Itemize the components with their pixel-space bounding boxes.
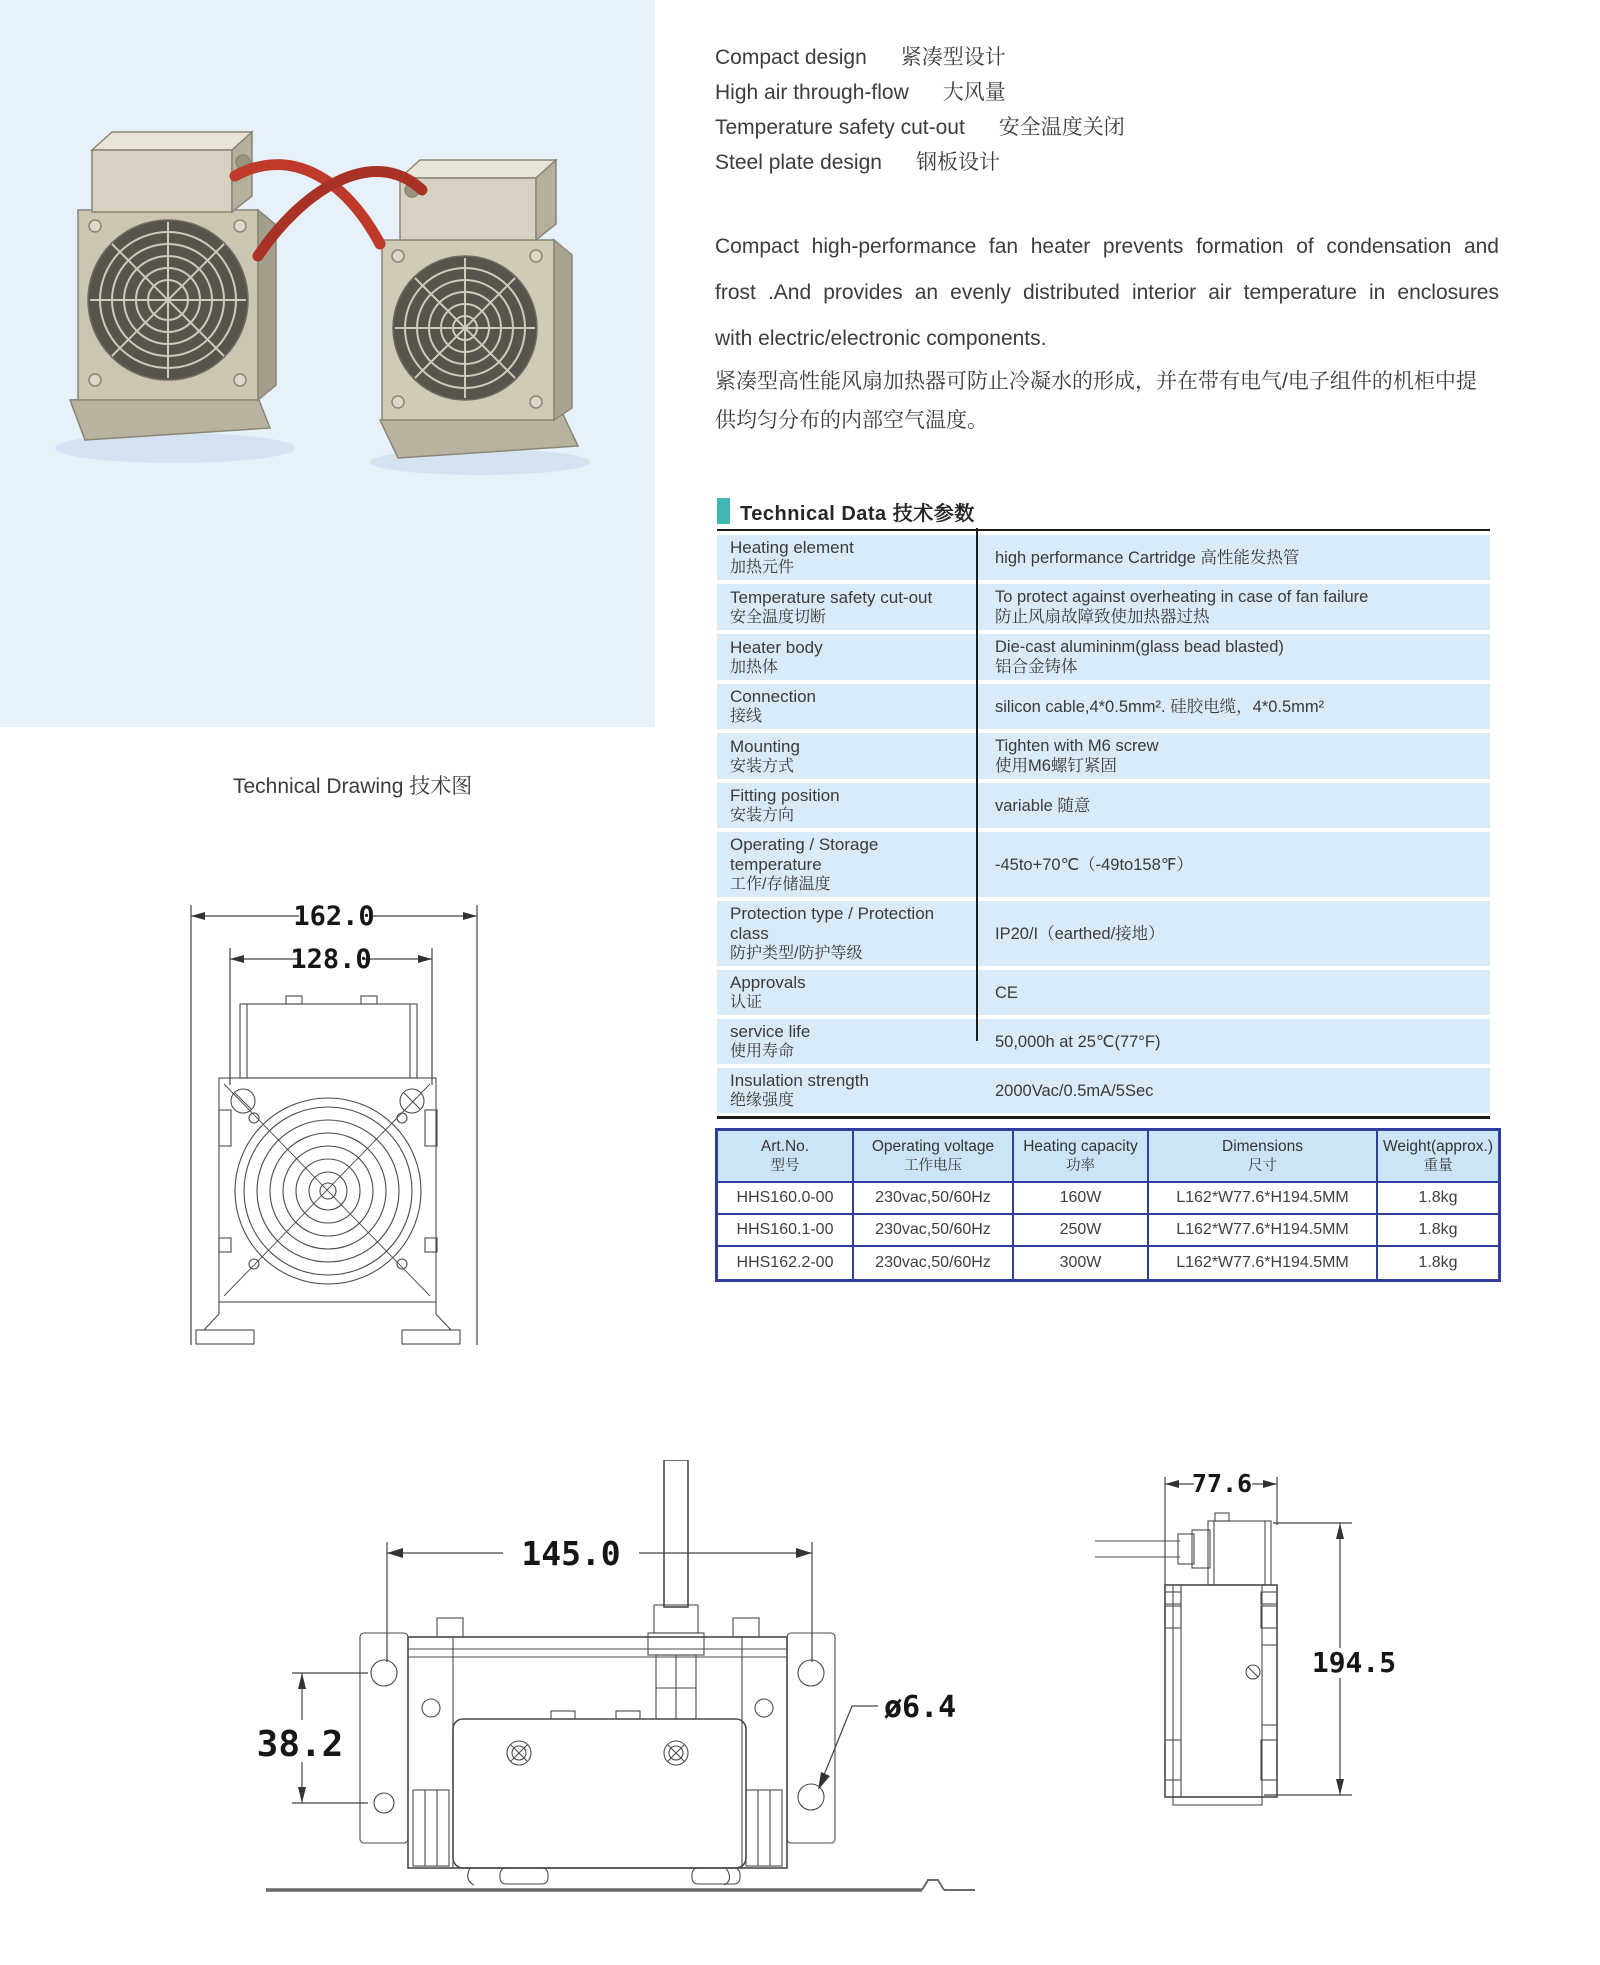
feature-zh: 紧凑型设计 xyxy=(900,46,1006,69)
spec-label-en: Fitting position xyxy=(730,786,840,805)
spec-label-en: Approvals xyxy=(730,973,806,992)
header-zh: 尺寸 xyxy=(1248,1157,1277,1174)
feature-en: High air through-flow xyxy=(715,81,909,104)
front-view-drawing xyxy=(150,885,510,1360)
table-cell: HHS160.0-00 xyxy=(718,1183,854,1215)
table-cell: 250W xyxy=(1014,1215,1149,1247)
table-row xyxy=(717,535,1490,580)
technical-data-header xyxy=(717,496,1490,526)
spec-label-en: Insulation strength xyxy=(730,1071,869,1090)
fan-grill-right xyxy=(395,258,535,398)
technical-drawing-label: Technical Drawing 技术图 xyxy=(233,775,473,798)
table-cell: 1.8kg xyxy=(1378,1215,1498,1247)
spec-label-zh: 认证 xyxy=(730,994,763,1011)
description-line: frost .And provides an evenly distributed interior air temperature in enclosures xyxy=(715,281,1499,304)
header-zh: 型号 xyxy=(770,1157,800,1174)
spec-value: 使用M6螺钉紧固 xyxy=(995,757,1117,775)
heater-body-rear xyxy=(408,1618,787,1868)
spec-label-en: Temperature safety cut-out xyxy=(730,587,933,607)
fan-heater-unit-left xyxy=(70,132,276,440)
table-cell: 230vac,50/60Hz xyxy=(854,1215,1014,1247)
spec-value: silicon cable,4*0.5mm². 硅胶电缆，4*0.5mm² xyxy=(995,697,1325,716)
table-cell: L162*W77.6*H194.5MM xyxy=(1149,1215,1378,1247)
technical-data-rows xyxy=(717,535,1490,1113)
cable-side xyxy=(1095,1530,1210,1568)
table-cell: L162*W77.6*H194.5MM xyxy=(1149,1247,1378,1279)
spec-label-en: Protection type / Protection class xyxy=(730,904,935,943)
dim-hole-vertical: 38.2 xyxy=(256,1724,344,1765)
spec-label-zh: 使用寿命 xyxy=(730,1043,795,1060)
spec-value: 50,000h at 25℃(77°F) xyxy=(995,1032,1161,1051)
ground-line xyxy=(266,1880,975,1890)
spec-label-zh: 安装方式 xyxy=(730,757,795,775)
table-row xyxy=(717,1019,1490,1064)
feature-zh: 安全温度关闭 xyxy=(998,116,1125,139)
spec-value: CE xyxy=(995,983,1018,1002)
spec-label-zh: 安全温度切断 xyxy=(730,608,827,626)
junction-box-side xyxy=(1208,1513,1271,1585)
header-zh: 重量 xyxy=(1423,1157,1453,1174)
header-rule xyxy=(717,529,1490,531)
header-en: Heating capacity xyxy=(1023,1137,1138,1155)
spec-label-zh: 接线 xyxy=(730,708,763,725)
description-line-zh: 供均匀分布的内部空气温度。 xyxy=(715,409,988,432)
spec-label-zh: 加热元件 xyxy=(730,559,795,576)
table-cell: 1.8kg xyxy=(1378,1183,1498,1215)
table-row xyxy=(717,584,1490,630)
feature-item xyxy=(715,75,1125,110)
table-cell: HHS162.2-00 xyxy=(718,1247,854,1279)
header-zh: 功率 xyxy=(1066,1157,1095,1174)
column-header xyxy=(854,1131,1014,1183)
dim-depth: 77.6 xyxy=(1191,1469,1253,1498)
description-line-zh: 紧凑型高性能风扇加热器可防止冷凝水的形成，并在带有电气/电子组件的机柜中提 xyxy=(715,370,1477,393)
junction-box-front xyxy=(240,996,417,1078)
dim-height: 194.5 xyxy=(1311,1646,1397,1679)
spec-value: Tighten with M6 screw xyxy=(995,737,1159,755)
column-header xyxy=(1149,1131,1378,1183)
table-cell: 1.8kg xyxy=(1418,1254,1458,1271)
table-row xyxy=(717,1068,1490,1113)
table-row xyxy=(717,634,1490,680)
spec-label-zh: 工作/存储温度 xyxy=(730,876,831,893)
description-line: Compact high-performance fan heater prevents formation of condensation and xyxy=(715,235,1499,258)
spec-label-en: Mounting xyxy=(730,736,800,756)
feature-item xyxy=(715,40,1125,75)
column-divider xyxy=(976,528,978,1041)
description-line: with electric/electronic components. xyxy=(715,327,1047,350)
dim-inner-width: 128.0 xyxy=(290,944,372,975)
header-en: Art.No. xyxy=(760,1137,810,1155)
spec-label-en: Operating / Storage temperature xyxy=(730,835,879,874)
feature-zh: 钢板设计 xyxy=(915,151,1000,174)
spec-label-zh: 防护类型/防护等级 xyxy=(730,945,863,962)
feature-en: Steel plate design xyxy=(715,151,882,174)
heater-body-side xyxy=(1165,1585,1277,1805)
feature-zh: 大风量 xyxy=(942,81,1006,104)
header-zh: 工作电压 xyxy=(904,1157,962,1174)
table-cell: HHS160.1-00 xyxy=(718,1215,854,1247)
spec-value: variable 随意 xyxy=(995,796,1091,815)
fan-grill-left xyxy=(90,222,246,378)
rear-view-drawing xyxy=(255,1460,1015,1910)
table-cell: L162*W77.6*H194.5MM xyxy=(1149,1183,1378,1215)
spec-label-en: Heating element xyxy=(730,538,854,557)
table-bottom-rule xyxy=(717,1116,1490,1119)
side-view-drawing xyxy=(1090,1460,1435,1910)
teal-accent-bar xyxy=(717,498,730,524)
table-cell: 300W xyxy=(1014,1247,1149,1279)
spec-value: 防止风扇故障致使加热器过热 xyxy=(995,608,1210,626)
header-en: Weight(approx.) xyxy=(1383,1137,1493,1155)
cable-assembly xyxy=(648,1460,704,1719)
spec-label-zh: 加热体 xyxy=(730,658,779,676)
spec-label-en: Heater body xyxy=(730,637,823,657)
dim-overall-width: 162.0 xyxy=(293,901,375,932)
dim-hole-diameter: ø6.4 xyxy=(884,1690,957,1725)
mounting-brackets xyxy=(360,1633,835,1843)
table-row xyxy=(717,832,1490,897)
table-row xyxy=(717,901,1490,966)
fan-heater-unit-right xyxy=(380,160,578,458)
product-photo-panel xyxy=(0,0,655,727)
product-photo xyxy=(0,0,655,727)
dim-hole-span: 145.0 xyxy=(521,1534,621,1573)
product-table xyxy=(715,1128,1501,1282)
spec-value: Die-cast alumininm(glass bead blasted) xyxy=(995,638,1284,656)
dim-hole-diameter-callout xyxy=(818,1690,956,1790)
technical-data-title: Technical Data 技术参数 xyxy=(740,502,975,525)
table-cell: 160W xyxy=(1014,1183,1149,1215)
table-row xyxy=(717,970,1490,1015)
motor-housing xyxy=(453,1711,746,1885)
spec-value: -45to+70℃（-49to158℉） xyxy=(995,855,1193,874)
feature-item xyxy=(715,145,1125,180)
feature-en: Temperature safety cut-out xyxy=(715,116,965,139)
spec-value: 铝合金铸体 xyxy=(995,658,1078,676)
column-header xyxy=(1014,1131,1149,1183)
spec-label-zh: 安装方向 xyxy=(730,807,795,824)
product-description xyxy=(715,224,1499,440)
table-cell: 230vac,50/60Hz xyxy=(854,1183,1014,1215)
column-header xyxy=(1378,1131,1498,1183)
technical-data-section xyxy=(717,496,1490,1119)
spec-label-zh: 绝缘强度 xyxy=(730,1092,795,1109)
header-en: Dimensions xyxy=(1222,1137,1303,1155)
table-row xyxy=(717,783,1490,828)
table-row xyxy=(717,733,1490,779)
spec-value: To protect against overheating in case of fan failure xyxy=(995,588,1369,606)
feature-en: Compact design xyxy=(715,46,867,69)
spec-value: 2000Vac/0.5mA/5Sec xyxy=(995,1081,1154,1100)
column-header xyxy=(718,1131,854,1183)
table-row xyxy=(717,684,1490,729)
header-en: Operating voltage xyxy=(871,1137,995,1155)
feature-list xyxy=(715,40,1125,180)
bracket-feet xyxy=(196,1302,460,1344)
spec-label-en: Connection xyxy=(730,687,817,706)
spec-value: IP20/I（earthed/接地） xyxy=(995,924,1165,943)
feature-item xyxy=(715,110,1125,145)
table-cell: 230vac,50/60Hz xyxy=(854,1247,1014,1279)
spec-label-en: service life xyxy=(730,1022,811,1041)
spec-value: high performance Cartridge 高性能发热管 xyxy=(995,548,1300,567)
